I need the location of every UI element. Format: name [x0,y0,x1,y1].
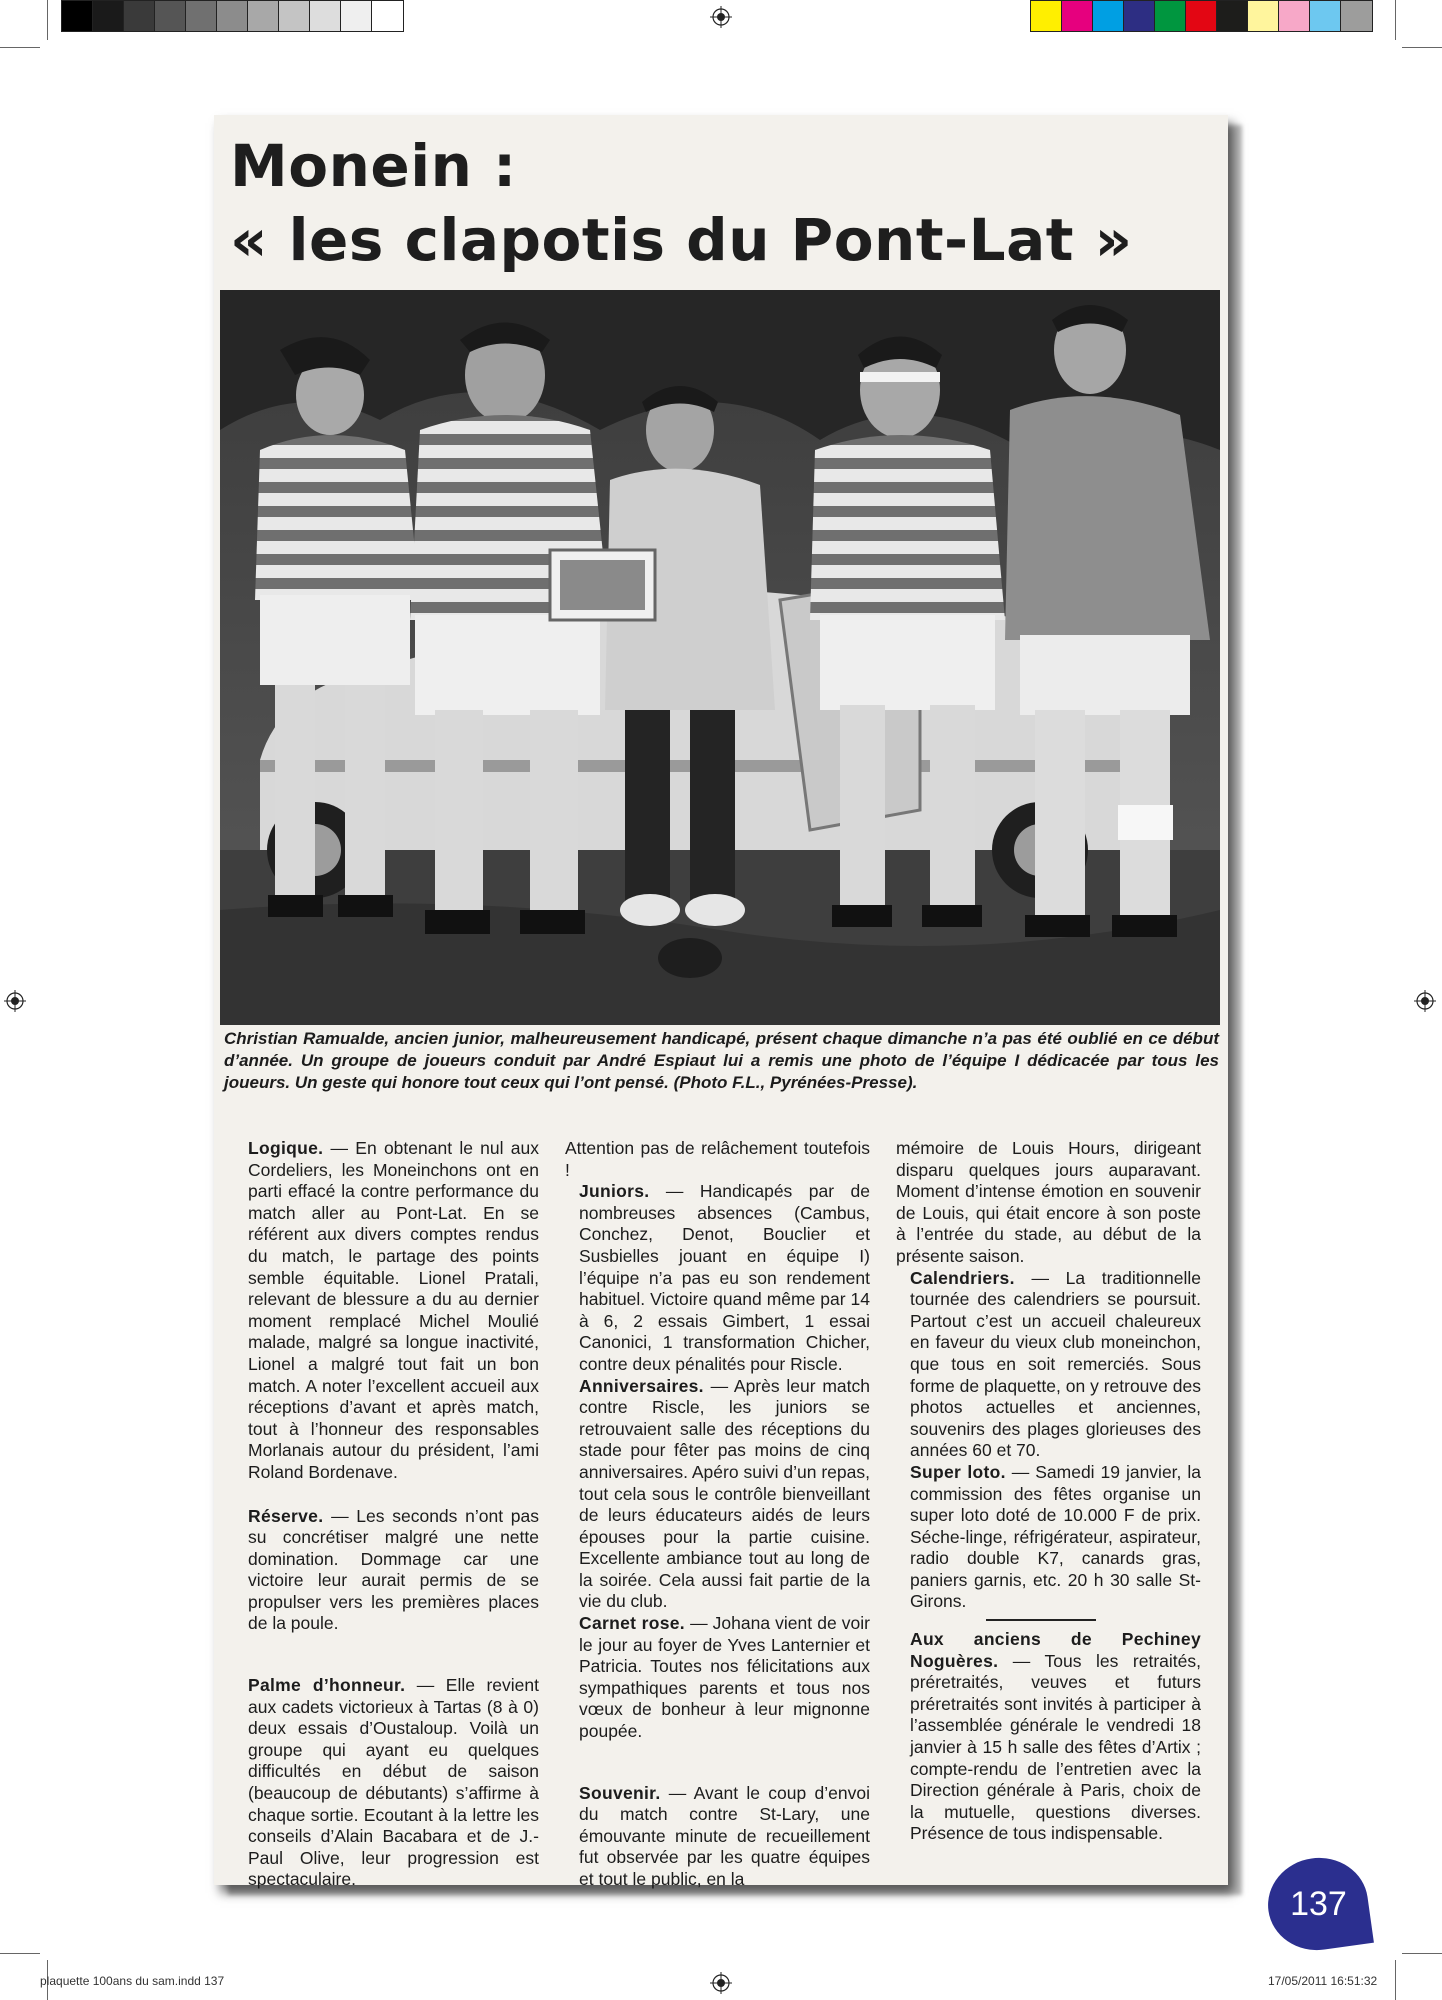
headline-line-2: « les clapotis du Pont-Lat » [230,206,1133,274]
color-swatch [1217,1,1248,31]
column-3-continuation: mémoire de Louis Hours, dirigeant disparu quelques jours auparavant. Moment d’intense émotion en souvenir de Louis, qui était encore à son poste à l’entrée du stade, au début de la présente saison. [896,1138,1201,1266]
newspaper-clipping [214,115,1228,1890]
color-swatch [1155,1,1186,31]
color-swatch [1248,1,1279,31]
crop-mark [1402,47,1442,48]
column-2-continuation: Attention pas de relâchement toutefois ! [565,1138,870,1180]
section-souvenir-title: Souvenir. [579,1782,661,1803]
section-juniors-title: Juniors. [579,1181,650,1202]
section-palme-title: Palme d’honneur. [248,1675,406,1696]
section-reserve-text: — Les seconds n’ont pas su concrétiser malgré une nette domination. Dommage car une victoire leur aurait permis de se propulser vers les premières places de la poule. [248,1505,539,1634]
color-swatch [1093,1,1124,31]
crop-mark [1395,1960,1396,2000]
color-swatch [1062,1,1093,31]
section-logique-title: Logique. [248,1138,324,1158]
color-swatch [341,1,372,31]
section-carnet-text: — Johana vient de voir le jour au foyer de Yves Lanternier et Patricia. Toutes nos félicitations aux sympathiques parents et tous nos vœux de bonheur à leur mignonne poupée. [579,1613,870,1742]
color-swatch [1341,1,1372,31]
page-number: 137 [1289,1884,1347,1923]
section-divider [986,1619,1096,1621]
color-swatch [186,1,217,31]
section-loto-text: — Samedi 19 janvier, la commission des fêtes organise un super loto doté de 10.000 F de prix. Séche-linge, réfrigérateur, aspirateur, radio double K7, canards gras, paniers garnis, etc. 20 h 30 salle St-Girons. [910,1461,1201,1612]
color-swatch [93,1,124,31]
color-swatch [62,1,93,31]
article-column-2 [565,1138,870,1891]
page-number-badge [1262,1851,1374,1956]
article-headline [230,129,1133,277]
registration-mark-icon [710,6,732,28]
color-swatch [124,1,155,31]
section-pechiney-text: — Tous les retraités, préretraités, veuves et futurs préretraités sont invités à participer à l’assemblée générale le vendredi 18 janvier à 15 h salle des fêtes d’Artix ; compte-rendu de l’entretien avec la Direction générale à Paris, choix de la mutuelle, questions diverses. Présence de tous indispensable. [910,1650,1201,1844]
registration-mark-icon [1414,990,1436,1012]
crop-mark [1395,0,1396,40]
section-souvenir-text: — Avant le coup d’envoi du match contre St-Lary, une émouvante minute de recueillement fut observée par les quatre équipes et tout le public, en la [579,1782,870,1889]
color-swatch [1279,1,1310,31]
crop-mark [1402,1953,1442,1954]
section-carnet-title: Carnet rose. [579,1613,685,1634]
section-calendriers-title: Calendriers. [910,1267,1015,1288]
color-swatch [1124,1,1155,31]
headline-line-1: Monein : [230,132,517,200]
article-column-1 [234,1138,539,1891]
print-timestamp: 17/05/2011 16:51:32 [1268,1974,1378,1988]
section-anniversaires-text: — Après leur match contre Riscle, les juniors se retrouvaient salle des réceptions du stade pour fêter pas moins de cinq anniversaires. Apéro suivi d’un repas, tout cela sous le contrôle bienveillant de leurs éducateurs aidés de leurs épouses pour la partie cuisine. Excellente ambiance tout au long de la soirée. Cela aussi fait partie de la vie du club. [579,1375,870,1612]
grayscale-color-bar [61,0,404,32]
section-pechiney-title: Aux anciens de Pechiney Noguères. [910,1629,1201,1671]
cmyk-color-bar [1030,0,1373,32]
article-column-3 [896,1138,1201,1845]
file-slug: plaquette 100ans du sam.indd 137 [40,1974,225,1988]
section-logique-text: — En obtenant le nul aux Cordeliers, les Moneinchons ont en parti effacé la contre performance du match aller au Pont-Lat. En se référent aux divers comptes rendus du match, le partage des points semble équitable. Lionel Pratali, relevant de blessure a du au dernier moment remplacé Michel Moulié malade, malgré sa longue inactivité, Lionel a malgré tout fait un bon match. A noter l’excellent accueil aux réceptions d’avant et après match, tout à l’honneur des responsables Morlanais autour du président, l’ami Roland Bordenave. [248,1138,539,1482]
team-photo [220,290,1220,1025]
color-swatch [217,1,248,31]
registration-mark-icon [4,990,26,1012]
crop-mark [0,1953,40,1954]
section-juniors-text: — Handicapés par de nombreuses absences (Cambus, Conchez, Denot, Bouclier et Susbielles jouant en équipe I) l’équipe n’a pas eu son rendement habituel. Victoire quand même par 14 à 6, 2 essais Gimbert, 1 essai Canonici, 1 transformation Chicher, contre deux pénalités pour Riscle. [579,1181,870,1374]
color-swatch [1310,1,1341,31]
registration-mark-icon [710,1972,732,1994]
crop-mark [47,0,48,40]
crop-mark [0,47,40,48]
section-anniversaires-title: Anniversaires. [579,1375,704,1396]
section-palme-text: — Elle revient aux cadets victorieux à Tartas (8 à 0) deux essais d’Oustaloup. Voilà un groupe qui ayant eu quelques difficultés en début de saison (beaucoup de débutants) s’affirme à chaque sortie. Ecoutant à la lettre les conseils d’Alain Bacabara et de J.-Paul Olive, leur progression est spectaculaire. [248,1675,539,1890]
color-swatch [310,1,341,31]
color-swatch [155,1,186,31]
section-calendriers-text: — La traditionnelle tournée des calendriers se poursuit. Partout c’est un accueil chaleureux en faveur du vieux club moneinchon, que tous en soit remerciés. Sous forme de plaquette, on y retrouve des photos actuelles et anciennes, souvenirs des plages glorieuses des années 60 et 70. [910,1267,1201,1461]
color-swatch [248,1,279,31]
color-swatch [1186,1,1217,31]
color-swatch [372,1,403,31]
photo-caption: Christian Ramualde, ancien junior, malheureusement handicapé, présent chaque dimanche n’a pas été oublié en ce début d’année. Un groupe de joueurs conduit par André Espiaut lui a remis une photo de l’équipe I dédicacée par tous les joueurs. Un geste qui honore tout ceux qui l’ont pensé. (Photo F.L., Pyrénées-Presse). [224,1029,1219,1092]
section-loto-title: Super loto. [910,1461,1006,1482]
color-swatch [1031,1,1062,31]
color-swatch [279,1,310,31]
section-reserve-title: Réserve. [248,1505,324,1526]
